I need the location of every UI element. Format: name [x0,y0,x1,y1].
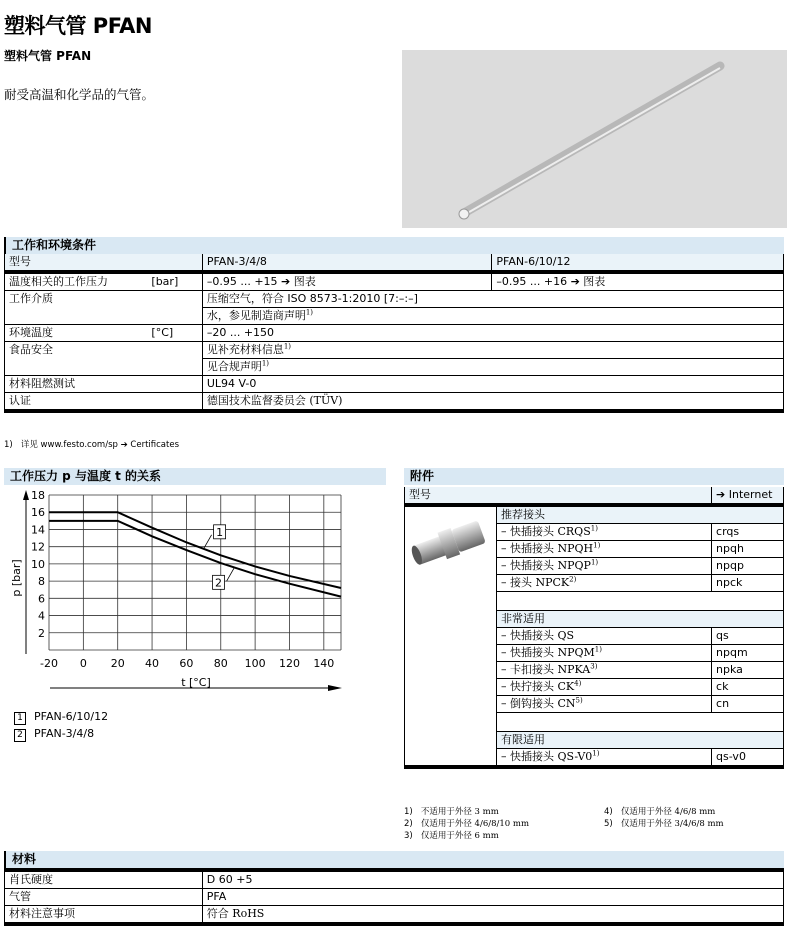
y-tick-label: 8 [38,575,45,589]
footnote-ref: 1) [594,645,602,654]
x-tick-label: 100 [244,657,266,670]
accessories-section [404,468,784,769]
accessory-code-link[interactable]: crqs [712,524,784,541]
footnote-ref: 1) [590,524,598,533]
series-line-1 [49,512,341,588]
footnote-ref: 5) [575,696,583,705]
x-tick-label: 80 [213,657,228,670]
page-subtitle: 塑料气管 PFAN [4,49,92,63]
y-tick-label: 10 [31,557,45,571]
accessory-code-link[interactable]: ck [712,679,784,696]
footnote-ref: 4) [574,679,582,688]
y-tick-label: 2 [38,626,45,640]
col2-header: PFAN-6/10/12 [492,254,784,272]
table-row: 工作介质 压缩空气，符合 ISO 8573-1:2010 [7:–:–] [5,291,784,308]
internet-link[interactable]: ➔ Internet [712,487,784,505]
callout-label-2: 2 [215,576,223,590]
footnote: 2) 仅适用于外径 4/6/8/10 mm [404,819,529,829]
footnote: 1) 不适用于外径 3 mm [404,807,499,817]
tubing-photo [402,50,787,228]
accessory-name: – 快插接头 CRQS [500,525,591,538]
page-title: 塑料气管 PFAN [4,14,152,38]
accessory-name: – 快插接头 QS [500,629,575,642]
group-title: 非常适用 [496,611,783,628]
chart-link[interactable]: –0.95 ... +16 ➔ 图表 [492,272,784,291]
col1-header: PFAN-3/4/8 [202,254,492,272]
y-tick-label: 6 [38,592,45,606]
type-label: 型号 [5,254,203,272]
y-tick-label: 12 [31,540,45,554]
table-row: 材料注意事项 符合 RoHS [5,906,784,925]
x-tick-label: 60 [179,657,194,670]
accessory-code-link[interactable]: npka [712,662,784,679]
table-row: 认证 德国技术监督委员会 (TÜV) [5,393,784,412]
chart-legend [14,708,108,742]
accessory-name: – 快插接头 NPQH [500,542,594,555]
table-row: 材料阻燃测试 UL94 V-0 [5,376,784,393]
table-row: 见合规声明$^{1)}$ [5,359,784,376]
conditions-table [4,254,784,413]
y-tick-label: 16 [31,506,45,520]
pressure-temperature-chart [0,486,390,696]
legend-item: 2 PFAN-3/4/8 [14,725,108,742]
callout-line-2 [227,567,235,581]
y-tick-label: 14 [31,523,45,537]
footnote-ref: 2) [569,575,577,584]
accessory-name: – 接头 NPCK [500,576,570,589]
y-axis-arrow [23,490,29,500]
accessory-code-link[interactable]: cn [712,696,784,713]
x-axis-arrow [328,685,342,691]
x-tick-label: 140 [313,657,335,670]
table-row: 气管 PFA [5,889,784,906]
y-tick-label: 18 [31,489,45,502]
group-title: 有限适用 [496,732,783,749]
x-tick-label: 40 [145,657,160,670]
table-row: 环境温度 [°C] –20 ... +150 [5,325,784,342]
table-row: 食品安全 见补充材料信息$^{1)}$ [5,342,784,359]
group-header [405,505,784,524]
conditions-section [4,237,784,413]
accessory-code-link[interactable]: npck [712,575,784,592]
x-tick-label: -20 [40,657,58,670]
accessory-name: – 快插接头 QS-V0 [500,750,593,763]
acc-type-label: 型号 [405,487,712,505]
chart-link[interactable]: –0.95 ... +15 ➔ 图表 [202,272,492,291]
product-description: 耐受高温和化学品的气管。 [4,87,155,102]
accessory-name: – 卡扣接头 NPKA [500,663,591,676]
accessory-name: – 倒钩接头 CN [500,697,576,710]
accessory-name: – 快拧接头 CK [500,680,575,693]
x-tick-label: 0 [79,657,87,670]
legend-item: 1 PFAN-6/10/12 [14,708,108,725]
accessory-code-link[interactable]: qs-v0 [712,749,784,768]
conditions-footnote: 1) 详见 www.festo.com/sp ➔ Certificates [4,440,180,450]
accessory-code-link[interactable]: npqm [712,645,784,662]
conditions-title: 工作和环境条件 [4,237,784,254]
accessory-code-link[interactable]: qs [712,628,784,645]
table-row: 温度相关的工作压力 [bar] –0.95 ... +15 ➔ 图表 –0.95 ... +16 ➔ 图表 [5,272,784,291]
accessory-name: – 快插接头 NPQP [500,559,591,572]
footnote-ref: 1) [590,558,599,567]
materials-section [4,851,784,926]
x-axis-label: t [°C] [181,676,211,689]
materials-table [4,868,784,926]
footnote-ref: 1) [592,749,600,758]
y-tick-label: 4 [38,609,45,623]
footnote: 3) 仅适用于外径 6 mm [404,831,499,841]
fitting-photo [405,505,497,767]
materials-title: 材料 [4,851,784,868]
x-tick-label: 120 [278,657,300,670]
fitting-icon [407,511,493,571]
footnote-ref: 3) [590,662,598,671]
tubing-icon [402,50,787,228]
series-line-2 [49,521,341,597]
table-row: 肖氏硬度 D 60 +5 [5,870,784,889]
accessory-name: – 快插接头 NPQM [500,646,595,659]
table-row: 水，参见制造商声明$^{1)}$ [5,308,784,325]
y-axis-label: p [bar] [10,559,23,597]
x-tick-label: 20 [110,657,125,670]
accessories-title: 附件 [404,468,784,485]
group-title: 推荐接头 [496,505,783,524]
accessory-code-link[interactable]: npqp [712,558,784,575]
footnote: 5) 仅适用于外径 3/4/6/8 mm [604,819,724,829]
callout-label-1: 1 [216,525,224,539]
chart-section-title: 工作压力 p 与温度 t 的关系 [4,468,386,485]
accessories-table [404,487,784,769]
footnote: 4) 仅适用于外径 4/6/8 mm [604,807,716,817]
footnote-ref: 1) [593,541,601,550]
accessory-code-link[interactable]: npqh [712,541,784,558]
